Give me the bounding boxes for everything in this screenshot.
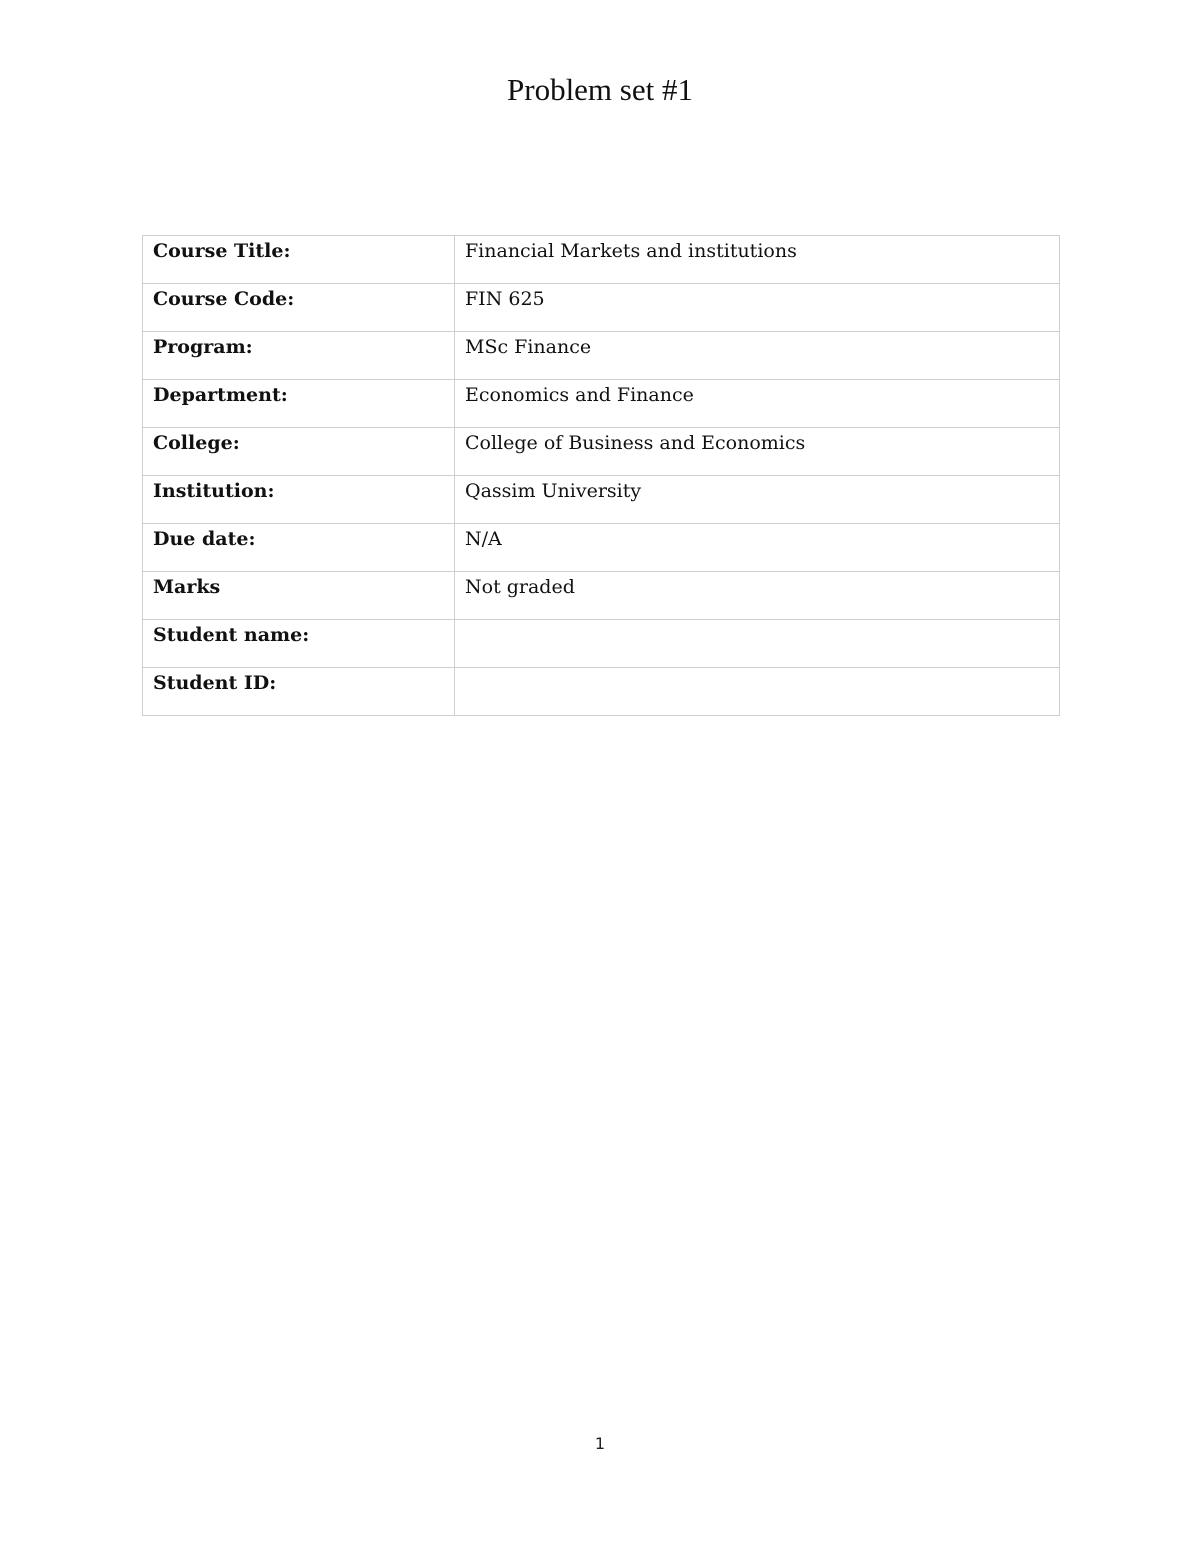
program-label: Program: bbox=[143, 332, 455, 380]
college-label: College: bbox=[143, 428, 455, 476]
table-row-marks bbox=[143, 572, 1060, 620]
table-row-institution bbox=[143, 476, 1060, 524]
page-number: 1 bbox=[594, 1434, 606, 1453]
page-title: Problem set #1 bbox=[507, 72, 693, 107]
student-id-label: Student ID: bbox=[143, 668, 455, 716]
student-id-value bbox=[455, 668, 1060, 716]
due-date-value: N/A bbox=[455, 524, 1060, 572]
table-row-college bbox=[143, 428, 1060, 476]
marks-label: Marks bbox=[143, 572, 455, 620]
institution-label: Institution: bbox=[143, 476, 455, 524]
department-value: Economics and Finance bbox=[455, 380, 1060, 428]
marks-value: Not graded bbox=[455, 572, 1060, 620]
department-label: Department: bbox=[143, 380, 455, 428]
student-name-value bbox=[455, 620, 1060, 668]
course-title-label: Course Title: bbox=[143, 236, 455, 284]
course-code-value: FIN 625 bbox=[455, 284, 1060, 332]
table-row-department bbox=[143, 380, 1060, 428]
course-title-value: Financial Markets and institutions bbox=[455, 236, 1060, 284]
course-code-label: Course Code: bbox=[143, 284, 455, 332]
table-row-program bbox=[143, 332, 1060, 380]
course-info-table bbox=[142, 235, 1060, 716]
table-row-student-name bbox=[143, 620, 1060, 668]
student-name-label: Student name: bbox=[143, 620, 455, 668]
program-value: MSc Finance bbox=[455, 332, 1060, 380]
table-row-student-id bbox=[143, 668, 1060, 716]
table-row-due-date bbox=[143, 524, 1060, 572]
institution-value: Qassim University bbox=[455, 476, 1060, 524]
college-value: College of Business and Economics bbox=[455, 428, 1060, 476]
table-row-course-title bbox=[143, 236, 1060, 284]
table-row-course-code bbox=[143, 284, 1060, 332]
due-date-label: Due date: bbox=[143, 524, 455, 572]
